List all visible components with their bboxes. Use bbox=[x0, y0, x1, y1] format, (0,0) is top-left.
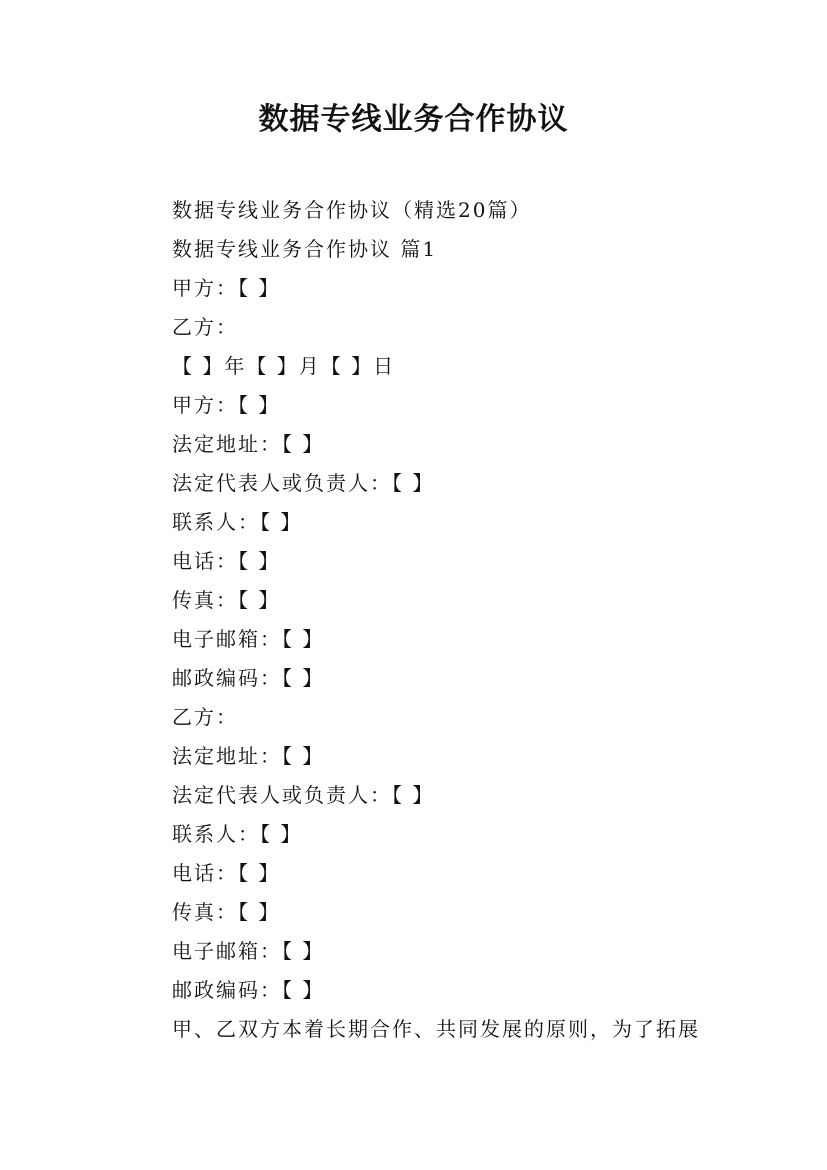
body-line: 邮政编码：【 】 bbox=[172, 978, 325, 1002]
body-line: 法定代表人或负责人：【 】 bbox=[172, 471, 435, 495]
body-line: 【 】年【 】月【 】日 bbox=[172, 354, 396, 378]
body-line: 电话：【 】 bbox=[172, 861, 281, 885]
body-line: 联系人：【 】 bbox=[172, 510, 303, 534]
body-line: 法定代表人或负责人：【 】 bbox=[172, 783, 435, 807]
body-line: 电话：【 】 bbox=[172, 549, 281, 573]
body-line: 甲、乙双方本着长期合作、共同发展的原则，为了拓展 bbox=[172, 1017, 700, 1041]
body-line: 传真：【 】 bbox=[172, 900, 281, 924]
body-line: 乙方： bbox=[172, 705, 238, 729]
body-line: 电子邮箱：【 】 bbox=[172, 627, 325, 651]
body-line: 甲方：【 】 bbox=[172, 393, 281, 417]
body-line: 甲方：【 】 bbox=[172, 276, 281, 300]
body-line: 法定地址：【 】 bbox=[172, 744, 325, 768]
body-line: 邮政编码：【 】 bbox=[172, 666, 325, 690]
body-line: 乙方： bbox=[172, 315, 238, 339]
document-title: 数据专线业务合作协议 bbox=[258, 102, 569, 137]
body-line: 法定地址：【 】 bbox=[172, 432, 325, 456]
body-line: 联系人：【 】 bbox=[172, 822, 303, 846]
body-line: 电子邮箱：【 】 bbox=[172, 939, 325, 963]
body-line: 数据专线业务合作协议 篇1 bbox=[172, 237, 438, 261]
body-line: 数据专线业务合作协议（精选20篇） bbox=[172, 198, 532, 222]
document-body bbox=[172, 191, 732, 1049]
body-line: 传真：【 】 bbox=[172, 588, 281, 612]
